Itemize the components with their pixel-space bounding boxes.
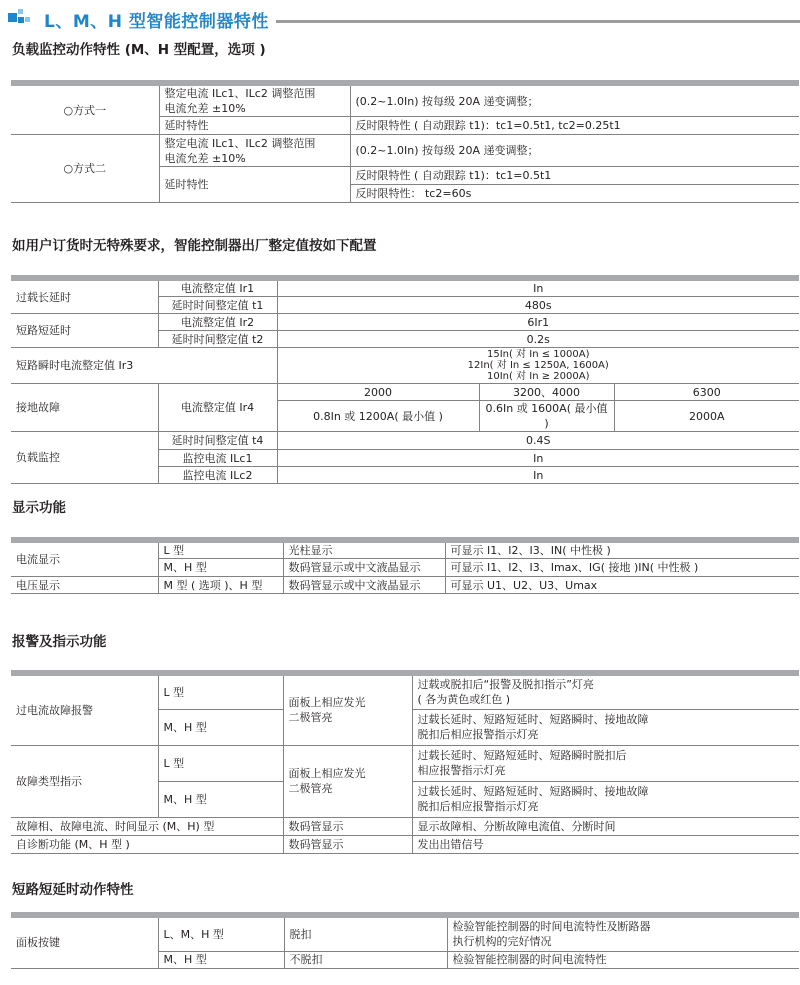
instant-label: 短路瞬时电流整定值 Ir3: [11, 348, 277, 384]
overcurrent-alarm-label: 过电流故障报警: [11, 673, 158, 745]
mode2-delay-value-1: 反时限特性 ( 自动跟踪 t1)：tc1=0.5t1: [350, 167, 799, 185]
t4-value: 0.4S: [277, 432, 799, 450]
section-title-defaults: 如用户订货时无特殊要求，智能控制器出厂整定值按如下配置: [12, 238, 377, 254]
alarm-desc-5: 显示故障相、分断故障电流值、分断时间: [412, 817, 799, 835]
ir1-value: In: [277, 278, 799, 297]
bar-display: 光柱显示: [283, 540, 445, 559]
ilc1-value: In: [277, 450, 799, 467]
fault-phase-label: 故障相、故障电流、时间显示 (M、H) 型: [11, 817, 283, 835]
mode1-label: ○方式一: [11, 83, 159, 135]
alarm-desc-1-line-1: 过载或脱扣后“报警及脱扣指示”灯亮: [417, 678, 594, 692]
alarm-desc-1-line-2: ( 各为黄色或红色 ): [417, 693, 511, 707]
range-value: (0.2~1.0In) 按每级 20A 递变调整；: [350, 83, 799, 117]
section-title-load-monitor: 负载监控动作特性 (M、H 型配置，选项 ): [12, 42, 266, 58]
current-error-label: 电流允差 ±10%: [164, 102, 246, 115]
alarm-desc-3-line-1: 过载长延时、短路短延时、短路瞬时脱扣后: [417, 749, 627, 762]
t2-value: 0.2s: [277, 331, 799, 348]
led-line-1: 面板上相应发光: [288, 696, 366, 710]
section-title-display: 显示功能: [12, 500, 66, 516]
type-mh: M、H 型: [158, 781, 283, 817]
self-diagnosis-label: 自诊断功能 (M、H 型 ): [11, 835, 283, 853]
ir1-label: 电流整定值 Ir1: [158, 278, 277, 297]
alarm-desc-2: [412, 709, 799, 745]
current-display-label: 电流显示: [11, 540, 158, 577]
page-title: L、M、H 型智能控制器特性: [44, 12, 269, 32]
alarm-desc-4-line-2: 脱扣后相应报警指示灯亮: [417, 800, 539, 813]
type-l: L 型: [158, 540, 283, 559]
alarm-desc-6: 发出出错信号: [412, 835, 799, 853]
delay-label: 延时特性: [159, 117, 350, 135]
section-title-short-delay: 短路短延时动作特性: [12, 882, 134, 898]
load-monitor-table: [11, 80, 799, 203]
overload-label: 过载长延时: [11, 278, 158, 314]
alarm-desc-2-line-2: 脱扣后相应报警指示灯亮: [417, 728, 539, 741]
section-title-alarm: 报警及指示功能: [12, 634, 107, 650]
panel-key-label: 面板按键: [11, 915, 158, 968]
ilc2-label: 监控电流 ILc2: [158, 467, 277, 484]
header-rule: [276, 20, 800, 23]
type-l: L 型: [158, 745, 283, 781]
led-line-2: 二极管亮: [288, 782, 333, 795]
current-setting-cell: [159, 135, 350, 167]
display-values-1: 可显示 I1、I2、I3、IN( 中性极 ): [445, 540, 799, 559]
led-line-1: 面板上相应发光: [288, 767, 366, 780]
mode2-label: ○方式二: [11, 135, 159, 203]
range-value: (0.2~1.0In) 按每级 20A 递变调整；: [350, 135, 799, 167]
test-desc-1: [447, 915, 799, 951]
digital-display: 数码管显示: [283, 817, 412, 835]
mode2-delay-value-2: 反时限特性： tc2=60s: [350, 185, 799, 203]
current-setting-cell: [159, 83, 350, 117]
current-range-label: 整定电流 ILc1、ILc2 调整范围: [164, 136, 316, 150]
type-mh: M、H 型: [158, 559, 283, 577]
ir3-line-2: 12In( 对 In ≤ 1250A, 1600A): [467, 360, 609, 371]
display-table: [11, 537, 799, 594]
ilc1-label: 监控电流 ILc1: [158, 450, 277, 467]
current-range-label: 整定电流 ILc1、ILc2 调整范围: [164, 87, 316, 100]
voltage-display-label: 电压显示: [11, 577, 158, 594]
t4-label: 延时时间整定值 t4: [158, 432, 277, 450]
digital-display: 数码管显示: [283, 835, 412, 853]
squares-icon: [8, 4, 38, 28]
digital-lcd-display: 数码管显示或中文液晶显示: [283, 559, 445, 577]
alarm-desc-2-line-1: 过载长延时、短路短延时、短路瞬时、接地故障: [417, 713, 649, 726]
type-lmh: L、M、H 型: [158, 915, 284, 951]
defaults-table: [11, 275, 799, 484]
alarm-desc-4: [412, 781, 799, 817]
ir2-label: 电流整定值 Ir2: [158, 314, 277, 331]
short-delay-table: [11, 912, 799, 969]
delay-label: 延时特性: [159, 167, 350, 203]
alarm-desc-1: [412, 673, 799, 709]
t2-label: 延时时间整定值 t2: [158, 331, 277, 348]
ir3-value-cell: [277, 348, 799, 384]
type-l: L 型: [158, 673, 283, 709]
fault-type-label: 故障类型指示: [11, 745, 158, 817]
no-trip-label: 不脱扣: [284, 951, 447, 968]
t1-value: 480s: [277, 297, 799, 314]
display-values-2: 可显示 I1、I2、I3、Imax、IG( 接地 )IN( 中性极 ): [445, 559, 799, 577]
alarm-desc-3-line-2: 相应报警指示灯亮: [417, 764, 506, 777]
type-mh: M、H 型: [158, 709, 283, 745]
test-desc-1-line-2: 执行机构的完好情况: [452, 935, 552, 949]
digital-lcd-display: 数码管显示或中文液晶显示: [283, 577, 445, 594]
ir2-value: 6Ir1: [277, 314, 799, 331]
led-line-2: 二极管亮: [288, 711, 333, 725]
test-desc-2: 检验智能控制器的时间电流特性: [447, 951, 799, 968]
ir3-line-3: 10In( 对 In ≥ 2000A): [487, 371, 590, 382]
ir4-header-2: 3200、4000: [479, 384, 614, 401]
ir4-value-1: 0.8In 或 1200A( 最小值 ): [277, 401, 479, 432]
alarm-desc-4-line-1: 过载长延时、短路短延时、短路瞬时、接地故障: [417, 785, 649, 798]
alarm-desc-3: [412, 745, 799, 781]
alarm-table: [11, 670, 799, 854]
display-values-3: 可显示 U1、U2、U3、Umax: [445, 577, 799, 594]
short-delay-label: 短路短延时: [11, 314, 158, 348]
mode1-delay-value: 反时限特性 ( 自动跟踪 t1)：tc1=0.5t1, tc2=0.25t1: [350, 117, 799, 135]
led-cell: [283, 673, 412, 745]
ground-label: 接地故障: [11, 384, 158, 432]
test-desc-1-line-1: 检验智能控制器的时间电流特性及断路器: [452, 920, 651, 934]
trip-label: 脱扣: [284, 915, 447, 951]
ilc2-value: In: [277, 467, 799, 484]
ir4-label: 电流整定值 Ir4: [158, 384, 277, 432]
ir4-header-3: 6300: [614, 384, 799, 401]
ir4-header-1: 2000: [277, 384, 479, 401]
ir4-value-3: 2000A: [614, 401, 799, 432]
ir4-value-2: 0.6In 或 1600A( 最小值 ): [479, 401, 614, 432]
page-header: [8, 4, 800, 34]
type-m-opt-h: M 型 ( 选项 )、H 型: [158, 577, 283, 594]
type-mh: M、H 型: [158, 951, 284, 968]
ir3-line-1: 15In( 对 In ≤ 1000A): [487, 349, 590, 360]
t1-label: 延时时间整定值 t1: [158, 297, 277, 314]
current-error-label: 电流允差 ±10%: [164, 151, 246, 165]
led-cell: [283, 745, 412, 817]
load-monitor-label: 负载监控: [11, 432, 158, 484]
